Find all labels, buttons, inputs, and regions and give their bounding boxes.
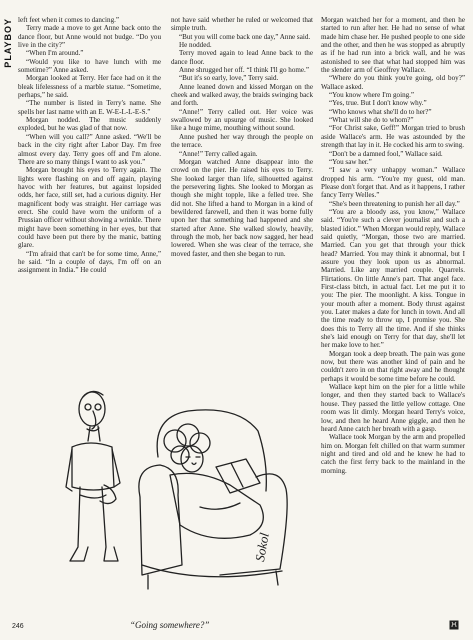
paragraph: Wallace took Morgan by the arm and propelled him on. Morgan felt chilled on that warm summer night and tired and old and he knew he had to catch the first ferry back to the mainland in the morning. xyxy=(321,433,465,475)
cartoon-illustration xyxy=(20,357,312,607)
reading-woman-figure xyxy=(164,424,263,538)
paragraph: Morgan nodded. The music suddenly exploded, but he was glad of that now. xyxy=(18,116,161,133)
paragraph: “Who knows what she'll do to her?” xyxy=(329,107,432,116)
paragraph: “Yes, true. But I don't know why.” xyxy=(329,99,427,108)
paragraph: “The number is listed in Terry's name. She spells her last name with an E. W-E-L-L-E-S.” xyxy=(18,99,161,116)
paragraph: “Anne!” Terry called again. xyxy=(179,149,258,158)
paragraph: “I saw a very unhappy woman.” Wallace dropped his arm. “You're my guest, old man. Please don't forget that. And as it happens, I rather fancy Terry Welles.” xyxy=(321,166,465,200)
paragraph: “Would you like to have lunch with me sometime?” Anne asked. xyxy=(18,57,161,75)
paragraph: “You saw her.” xyxy=(329,157,372,166)
paragraph: not have said whether he ruled or welcomed that simple truth. xyxy=(171,16,313,33)
text-column-2 xyxy=(171,16,313,364)
paragraph: “You are a bloody ass, you know,” Wallace said. “You're such a clever journalist and such a blasted idiot.” When Morgan would reply, Wallace said quietly, “Morgan, those two are married. Married. Can you get that through your thick head? Married. You may think it abnormal, but I assure you they look upon us as abnormal. Married. Like any married couple. Quarrels. Flirtations. On little Anne's part. That angel face. First-class bitch, in actual fact. Let me put it to you: The pier. The moonlight. A kiss. Tongue in your mouth after a moment. Body thrust against you. Later makes a date for lunch in town. And all the time ready to throw up, I promise you. She does this to Terry all the time. And if she thinks she's laid enough on Terry for that day, she'll let her make love to her.” xyxy=(321,207,465,350)
paragraph: “Anne!” Terry called out. Her voice was swallowed by an upsurge of music. She looked like a huge mime, mouthing without sound. xyxy=(171,107,313,133)
page-number: 246 xyxy=(12,623,24,630)
paragraph: “What will she do to whom?” xyxy=(329,116,414,125)
paragraph: “Don't be a damned fool,” Wallace said. xyxy=(329,149,443,158)
paragraph: Terry moved again to lead Anne back to the dance floor. xyxy=(171,49,313,66)
rabbit-end-mark-icon xyxy=(449,620,459,630)
paragraph: “When I'm around.” xyxy=(26,49,84,58)
cartoon-caption: “Going somewhere?” xyxy=(130,620,210,630)
paragraph: Anne leaned down and kissed Morgan on the cheek and walked away, the braids swinging back and forth. xyxy=(171,82,313,108)
paragraph: “You know where I'm going.” xyxy=(329,91,415,100)
paragraph: Wallace kept him on the pier for a little while longer, and then they started back to Wallace's house. They passed the little yellow cottage. One room was lit dimly. Morgan heard Terry's voice, low, and then he heard Anne giggle, and then he heard Anne catch her breath with a gasp. xyxy=(321,383,465,433)
paragraph: “When will you call?” Anne asked. “We'll be back in the city right after Labor Day. I'm free almost every day. Terry goes off and I'm alone. There are so many things I want to ask you.” xyxy=(18,132,161,166)
magazine-sidebar-title: PLAYBOY xyxy=(3,18,13,68)
paragraph: Terry made a move to get Anne back onto the dance floor, but Anne would not budge. “Do you live in the city?” xyxy=(18,24,161,50)
paragraph: Morgan watched her for a moment, and then he started to run after her. He had no sense of what made him chase her. He pushed people to one side and the other, and then he was stopped as abruptly as if he had run into a brick wall, and he was astonished to see that what had stopped him was the slender arm of Geoffrey Wallace. xyxy=(321,16,465,75)
text-column-3 xyxy=(321,16,465,616)
paragraph: “She's been threatening to punish her all day.” xyxy=(329,199,460,208)
paragraph: He nodded. xyxy=(179,41,212,50)
paragraph: left feet when it comes to dancing.” xyxy=(18,16,120,24)
artist-signature: Sokol xyxy=(252,531,272,563)
text-column-1 xyxy=(18,16,161,354)
paragraph: Morgan brought his eyes to Terry again. The lights were flashing on and off again, playing havoc with her features, but against lopsided odds, her face, still set, had a curious dignity. Her magnificent body was straight. Her carriage was erect. She could have worn the uniform of a Prussian officer without showing a wrinkle. There might have been something in her eyes, but that could have been put there by the manic, batting glare. xyxy=(18,166,161,250)
paragraph: Anne pushed her way through the people on the terrace. xyxy=(171,132,313,150)
paragraph: Anne shrugged her off. “I think I'll go home.” xyxy=(179,66,309,75)
paragraph: “I'm afraid that can't be for some time, Anne,” he said. “In a couple of days, I'm off on an assignment in India.” He could xyxy=(18,249,161,275)
standing-man-figure xyxy=(66,391,120,561)
paragraph: Morgan watched Anne disappear into the crowd on the pier. He raised his eyes to Terry. She looked larger than life, silhouetted against the persevering lights. She looked to Morgan as though she might topple, like a felled tree. She did not. She lifted a hand to Morgan in a kind of bewildered farewell, and then it was borne fully upon her that something had happened and she started after Anne. She walked slowly, heavily, through the mob, her back now sagged, her head lowered. When she was clear of the terrace, she moved faster, and then she began to run. xyxy=(171,157,313,258)
paragraph: Morgan looked at Terry. Her face had on it the bleak lifelessness of a marble statue. “Sometime, perhaps,” he said. xyxy=(18,74,161,100)
paragraph: “But it's so early, love,” Terry said. xyxy=(179,74,279,83)
paragraph: “But you will come back one day,” Anne said. xyxy=(179,32,311,41)
paragraph: “Where do you think you're going, old boy?” Wallace asked. xyxy=(321,74,465,91)
paragraph: Morgan took a deep breath. The pain was gone now, but there was another kind of pain and he couldn't zero in on that right away and he thought perhaps it would be some time before he could. xyxy=(321,349,465,383)
paragraph: “For Christ sake, Geff!” Morgan tried to brush aside Wallace's arm. He was astounded by the strength that lay in it. He cocked his arm to swing. xyxy=(321,124,465,150)
